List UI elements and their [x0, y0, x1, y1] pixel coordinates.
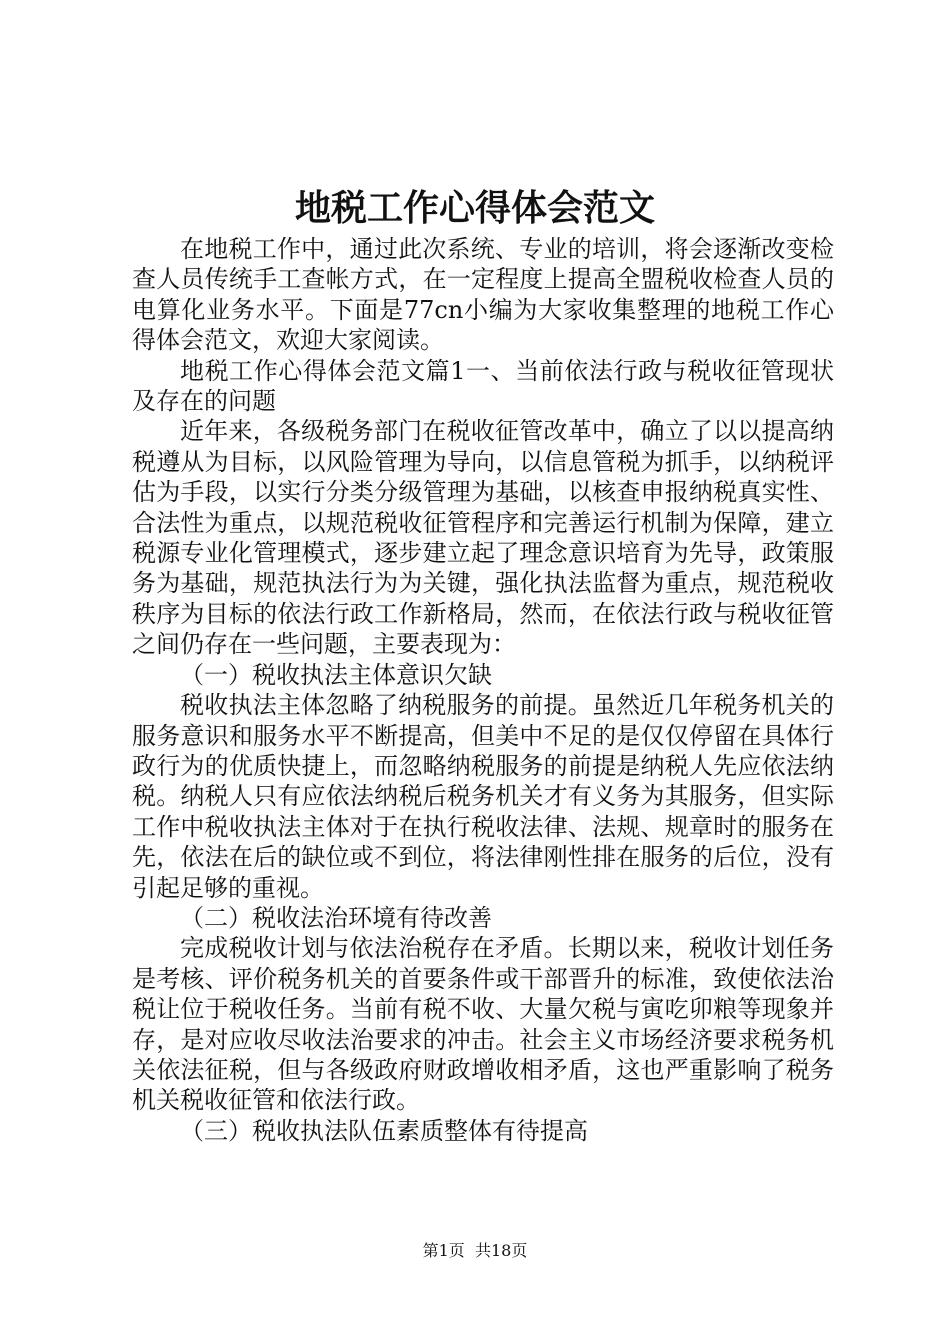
document-title: 地税工作心得体会范文 — [294, 187, 655, 229]
page-footer — [0, 1240, 950, 1262]
paragraph-two: 完成税收计划与依法治税存在矛盾。长期以来，税收计划任务是考核、评价税务机关的首要条件或干部晋升的标准，致使依法治税让位于税收任务。当前有税不收、大量欠税与寅吃卯粮等现象并存，是对应收尽收法治要求的冲击。社会主义市场经济要求税务机关依法征税，但与各级政府财政增收相矛盾，这也严重影响了税务机关税收征管和依法行政。 — [132, 934, 834, 1115]
subheading-two: （二）税收法治环境有待改善 — [180, 903, 492, 932]
total-pages: 共18页 — [474, 1241, 528, 1260]
document-body — [132, 234, 834, 1146]
subheading-three: （三）税收执法队伍素质整体有待提高 — [180, 1116, 588, 1145]
paragraph-section-heading: 地税工作心得体会范文篇1一、当前依法行政与税收征管现状及存在的问题 — [132, 356, 834, 416]
paragraph-intro: 在地税工作中，通过此次系统、专业的培训，将会逐渐改变检查人员传统手工查帐方式，在一定程度上提高全盟税收检查人员的电算化业务水平。下面是77cn小编为大家收集整理的地税工作心得体会范文，欢迎大家阅读。 — [132, 235, 834, 355]
paragraph-overview: 近年来，各级税务部门在税收征管改革中，确立了以以提高纳税遵从为目标，以风险管理为导向，以信息管税为抓手，以纳税评估为手段，以实行分类分级管理为基础，以核查申报纳税真实性、合法性为重点，以规范税收征管程序和完善运行机制为保障，建立税源专业化管理模式，逐步建立起了理念意识培育为先导，政策服务为基础，规范执法行为为关键，强化执法监督为重点，规范税收秩序为目标的依法行政工作新格局，然而，在依法行政与税收征管之间仍存在一些问题，主要表现为： — [132, 417, 834, 659]
subheading-one: （一）税收执法主体意识欠缺 — [180, 660, 492, 689]
paragraph-one: 税收执法主体忽略了纳税服务的前提。虽然近几年税务机关的服务意识和服务水平不断提高，但美中不足的是仅仅停留在具体行政行为的优质快捷上，而忽略纳税服务的前提是纳税人先应依法纳税。纳税人只有应依法纳税后税务机关才有义务为其服务，但实际工作中税收执法主体对于在执行税收法律、法规、规章时的服务在先，依法在后的缺位或不到位，将法律刚性排在服务的后位，没有引起足够的重视。 — [132, 691, 834, 902]
footer-spacer — [465, 1241, 475, 1260]
page-number: 第1页 — [422, 1241, 465, 1260]
